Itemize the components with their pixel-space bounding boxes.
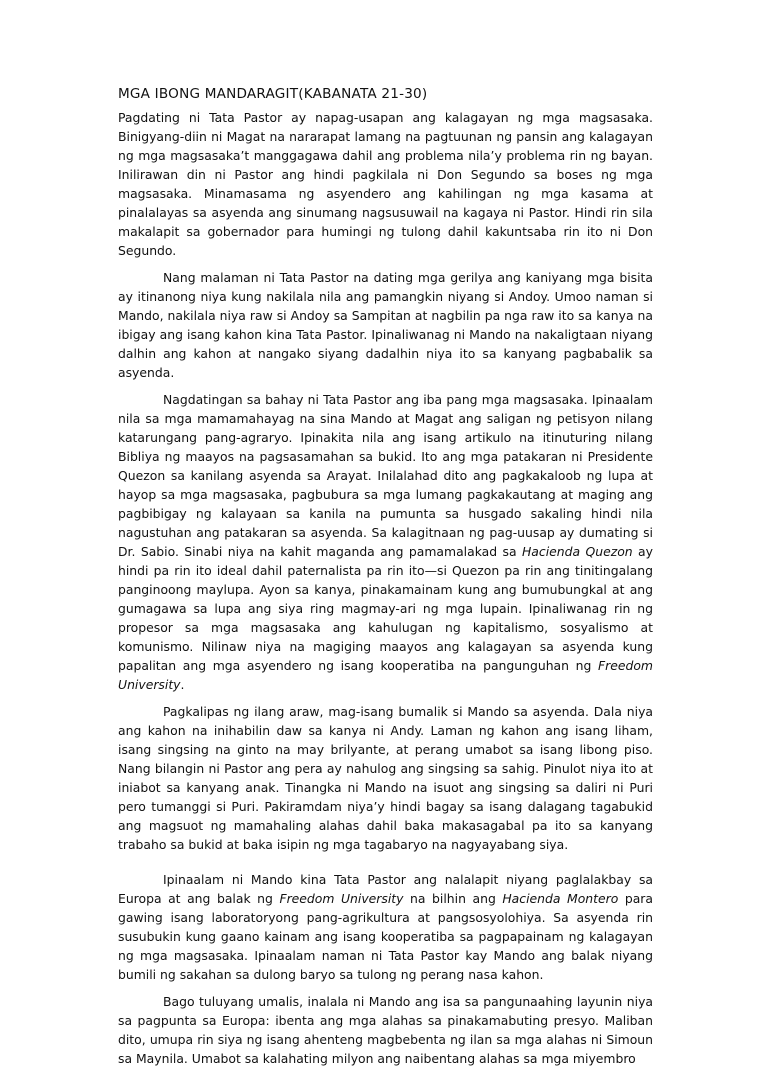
paragraph: [118, 870, 653, 984]
document-body: [118, 108, 653, 1068]
italic-term: Hacienda Montero: [502, 891, 619, 906]
document-title: MGA IBONG MANDARAGIT(KABANATA 21-30): [118, 86, 428, 102]
paragraph: [118, 268, 653, 382]
paragraph-text: .: [180, 677, 185, 692]
paragraph-text: Ipinaalam ni Mando kina Tata Pastor ang nalalapit niyang paglalakbay sa Europa at ang balak ng: [118, 872, 653, 906]
italic-term: Hacienda Quezon: [521, 544, 633, 559]
paragraph-text: ay hindi pa rin ito ideal dahil paternalista pa rin ito—si Quezon pa rin ang tinitingalang panginoong maylupa. Ayon sa kanya, pinakamainam kung ang bumubungkal at ang gumagawa sa lupa ang siya ring magmay-ari ng mga lupain. Ipinaliwanag rin ng propesor sa mga magsasaka ang kahulugan ng kapitalismo, sosyalismo at komunismo. Nilinaw niya na magiging maayos ang kalagayan sa asyenda kung papalitan ang mga asyendero ng isang kooperatiba na pangunguhan ng: [118, 544, 653, 673]
paragraph-text: na bilhin ang: [403, 891, 503, 906]
paragraph-text: Pagkalipas ng ilang araw, mag-isang bumalik si Mando sa asyenda. Dala niya ang kahon na inihabilin daw sa kanya ni Andy. Laman ng kahon ang isang liham, isang singsing na ginto na may brilyante, at perang umabot sa isang libong piso. Nang bilangin ni Pastor ang pera ay nahulog ang singsing sa sahig. Pinulot niya ito at iniabot sa kanyang anak. Tinangka ni Mando na isuot ang singsing sa daliri ni Puri pero tumanggi si Puri. Pakiramdam niya’y hindi bagay sa isang dalagang tagabukid ang magsuot ng mamahaling alahas dahil baka makasagabal pa ito sa kanyang trabaho sa bukid at baka isipin ng mga tagabaryo na nagyayabang siya.: [118, 704, 653, 852]
paragraph: [118, 390, 653, 694]
paragraph-text: para gawing isang laboratoryong pang-agrikultura at pangsosyolohiya. Sa asyenda rin susubukin kung gaano kainam ang isang kooperatiba sa pagpapainam ng kalagayan ng mga magsasaka. Ipinaalam naman ni Tata Pastor kay Mando ang balak niyang bumili ng sakahan sa dulong baryo sa tulong ng perang nasa kahon.: [118, 891, 653, 982]
paragraph: [118, 702, 653, 854]
italic-term: Freedom University: [279, 891, 404, 906]
paragraph: [118, 992, 653, 1068]
paragraph-text: Pagdating ni Tata Pastor ay napag-usapan ang kalagayan ng mga magsasaka. Binigyang-diin ni Magat na nararapat lamang na pagtuunan ng pansin ang kalagayan ng mga magsasaka’t manggagawa dahil ang problema nila’y problema rin ng bayan. Inilirawan din ni Pastor ang hindi pagkilala ni Don Segundo sa boses ng mga magsasaka. Minamasama ng asyendero ang kahilingan ng mga kasama at pinalalayas sa asyenda ang sinumang nagsusuwail na kagaya ni Pastor. Hindi rin sila makalapit sa gobernador para humingi ng tulong dahil kakuntsaba rin ito ni Don Segundo.: [118, 110, 653, 258]
paragraph-text: Nagdatingan sa bahay ni Tata Pastor ang iba pang mga magsasaka. Ipinaalam nila sa mga mamamahayag na sina Mando at Magat ang saligan ng petisyon nilang katarungang pang-agraryo. Ipinakita nila ang isang artikulo na itinuturing nilang Bibliya ng maayos na pagsasamahan sa bukid. Ito ang mga patakaran ni Presidente Quezon sa kanilang asyenda sa Arayat. Inilalahad dito ang pagkakaloob ng lupa at hayop sa mga magsasaka, pagbubura sa mga lumang pagkakautang at maging ang pagbibigay ng kalayaan sa kanila na pumunta sa husgado sakaling hindi nila nagustuhan ang patakaran sa asyenda. Sa kalagitnaan ng pag-uusap ay dumating si Dr. Sabio. Sinabi niya na kahit maganda ang pamamalakad sa: [118, 392, 653, 559]
paragraph-text: Nang malaman ni Tata Pastor na dating mga gerilya ang kaniyang mga bisita ay itinanong niya kung nakilala nila ang pamangkin niyang si Andoy. Umoo naman si Mando, nakilala niya raw si Andoy sa Sampitan at nagbilin pa nga raw ito sa kanya na ibigay ang isang kahon kina Tata Pastor. Ipinaliwanag ni Mando na nakaligtaan niyang dalhin ang kahon at nangako siyang dadalhin niya ito sa kanyang pagbabalik sa asyenda.: [118, 270, 653, 380]
paragraph-text: Bago tuluyang umalis, inalala ni Mando ang isa sa pangunaahing layunin niya sa pagpunta sa Europa: ibenta ang mga alahas sa pinakamabuting presyo. Maliban dito, umupa rin siya ng isang ahenteng magbebenta ng ilan sa mga alahas ni Simoun sa Maynila. Umabot sa kalahating milyon ang naibentang alahas sa mga miyembro: [118, 994, 653, 1066]
paragraph: [118, 108, 653, 260]
italic-term: Freedom University: [118, 658, 653, 692]
